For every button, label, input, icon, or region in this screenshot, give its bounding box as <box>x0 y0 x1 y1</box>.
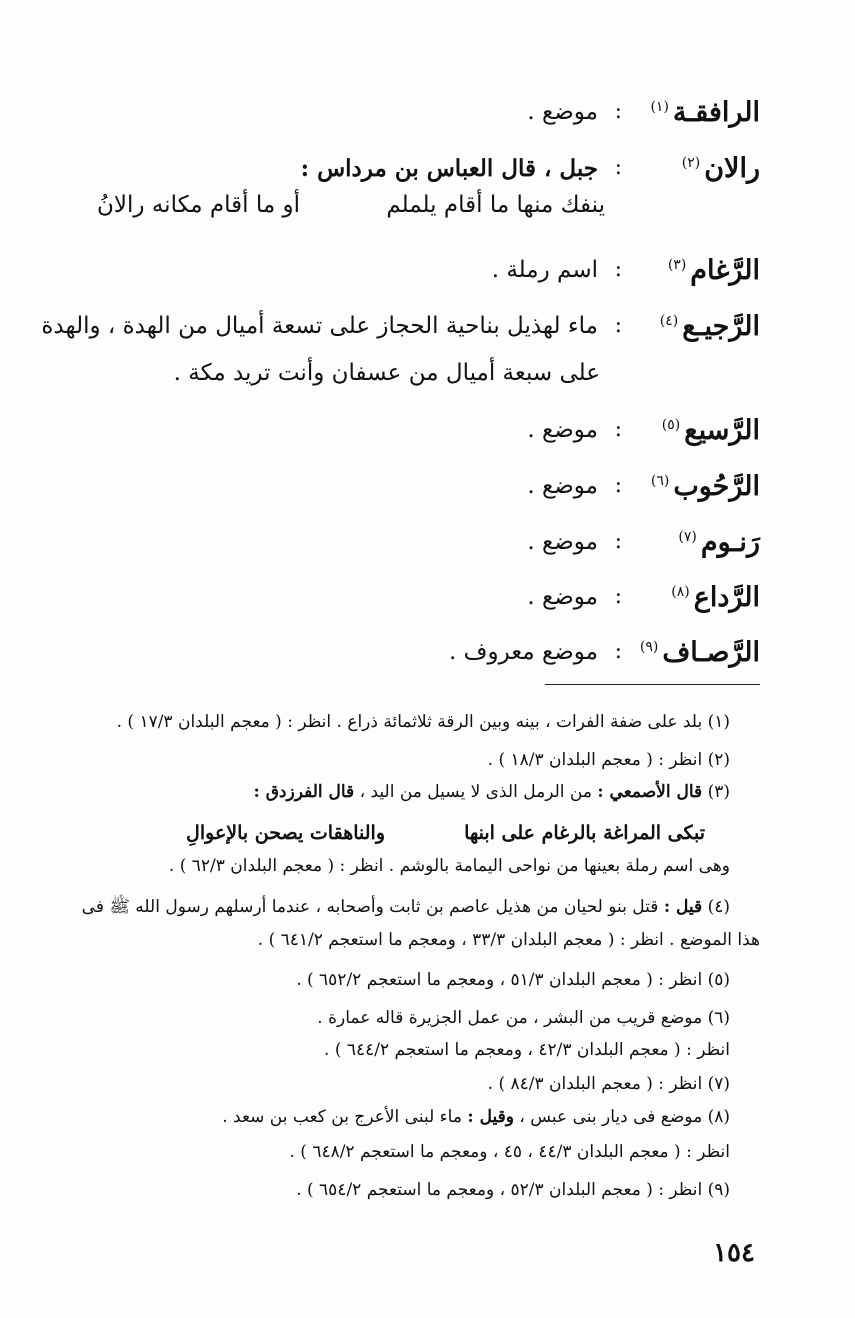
footnote-ref: (٩) <box>639 639 659 655</box>
headword: الرَّصـاف$^{(٩)}$ <box>639 637 760 668</box>
headword: الرافقـة$^{(١)}$ <box>650 97 760 128</box>
footnote-3: (٣) قال الأصمعي : من الرمل الذى لا يسيل من اليد ، قال الفرزدق : <box>253 782 730 802</box>
separator: : <box>614 473 622 498</box>
definition-continuation: على سبعة أميال من عسفان وأنت تريد مكة . <box>173 360 600 386</box>
footnote-ref: (٣) <box>667 257 687 273</box>
definition: ماء لهذيل بناحية الحجاز على تسعة أميال من الهدة ، والهدة <box>41 313 598 339</box>
separator: : <box>614 257 622 282</box>
entry-rasee <box>40 415 760 459</box>
footnote-ref: (٨) <box>671 584 690 600</box>
footnote-ref: (٧) <box>678 529 697 545</box>
footnote-verse-first: تبكى المراغة بالرغام على ابنها <box>464 822 705 844</box>
entry-ranoom <box>40 527 760 571</box>
page-number: ١٥٤ <box>713 1238 755 1268</box>
definition: موضع . <box>527 417 598 443</box>
definition: جبل ، قال العباس بن مرداس : <box>300 155 598 182</box>
entry-rahoob <box>40 471 760 515</box>
footnote-2: (٢) انظر : ( معجم البلدان ١٨/٣ ) . <box>487 750 730 770</box>
definition: موضع . <box>527 529 598 555</box>
separator: : <box>614 417 622 442</box>
footnote-ref: (٤) <box>659 313 679 329</box>
footnote-5: (٥) انظر : ( معجم البلدان ٥١/٣ ، ومعجم ما استعجم ٦٥٢/٢ ) . <box>296 970 730 990</box>
definition: موضع معروف . <box>449 639 598 665</box>
footnote-8: (٨) موضع فى ديار بنى عبس ، وقيل : ماء لبنى الأعرج بن كعب بن سعد . <box>222 1107 730 1127</box>
definition: موضع . <box>527 473 598 499</box>
footnote-9: (٩) انظر : ( معجم البلدان ٥٢/٣ ، ومعجم ما استعجم ٦٥٤/٢ ) . <box>296 1180 730 1200</box>
separator: : <box>614 155 622 180</box>
headword: الرَّداع$^{(٨)}$ <box>671 582 760 613</box>
verse-second-hemistich: أو ما أقام مكانه رالانُ <box>97 192 300 218</box>
footnote-1: (١) بلد على ضفة الفرات ، بينه وبين الرقة ثلاثمائة ذراع . انظر : ( معجم البلدان ١٧/٣ ) . <box>116 712 730 732</box>
entry-ralan <box>40 153 760 197</box>
headword: رالان$^{(٢)}$ <box>681 153 760 184</box>
footnote-ref: (٦) <box>650 473 670 489</box>
separator: : <box>614 99 622 124</box>
footnote-ref: (٢) <box>681 155 701 171</box>
footnote-3-continuation: وهى اسم رملة بعينها من نواحى اليمامة بالوشم . انظر : ( معجم البلدان ٦٢/٣ ) . <box>168 856 730 876</box>
footnote-4-continuation: هذا الموضع . انظر : ( معجم البلدان ٣٣/٣ ، ومعجم ما استعجم ٦٤١/٢ ) . <box>257 930 760 950</box>
footnote-ref: (٥) <box>661 417 681 433</box>
entry-radda <box>40 582 760 626</box>
entry-rasaf <box>40 637 760 681</box>
entry-rugham <box>40 255 760 299</box>
footnote-ref: (١) <box>650 99 669 115</box>
separator: : <box>614 584 622 609</box>
footnote-verse-second: والناهقات يصحن بالإعوالِ <box>186 822 385 844</box>
definition: موضع . <box>527 99 598 125</box>
footnote-divider <box>545 684 760 685</box>
entry-rajee <box>40 311 760 355</box>
headword: الرَّحُوب$^{(٦)}$ <box>650 471 760 502</box>
headword: الرَّجيـع$^{(٤)}$ <box>659 311 760 342</box>
footnote-4: (٤) قيل : قتل بنو لحيان من هذيل عاصم بن ثابت وأصحابه ، عندما أرسلهم رسول الله ﷺ فى <box>81 897 730 917</box>
footnote-7: (٧) انظر : ( معجم البلدان ٨٤/٣ ) . <box>487 1074 730 1094</box>
footnote-8-continuation: انظر : ( معجم البلدان ٤٤/٣ ، ٤٥ ، ومعجم ما استعجم ٦٤٨/٢ ) . <box>289 1142 730 1162</box>
verse-first-hemistich: ينفك منها ما أقام يلملم <box>386 192 605 218</box>
headword: رَنـوم$^{(٧)}$ <box>678 527 760 558</box>
definition: موضع . <box>527 584 598 610</box>
definition: اسم رملة . <box>491 257 598 283</box>
separator: : <box>614 529 622 554</box>
separator: : <box>614 639 622 664</box>
footnote-6-continuation: انظر : ( معجم البلدان ٤٢/٣ ، ومعجم ما استعجم ٦٤٤/٢ ) . <box>324 1040 730 1060</box>
footnote-6: (٦) موضع قريب من البشر ، من عمل الجزيرة قاله عمارة . <box>317 1008 730 1028</box>
entry-rafiqa <box>40 97 760 141</box>
separator: : <box>614 313 622 338</box>
headword: الرَّغام$^{(٣)}$ <box>667 255 760 286</box>
headword: الرَّسيع$^{(٥)}$ <box>661 415 760 446</box>
